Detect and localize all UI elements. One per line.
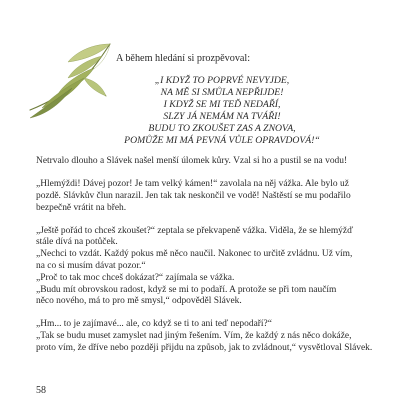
- paragraph: [36, 156, 382, 168]
- paragraph: [36, 179, 382, 214]
- poem: [96, 75, 348, 146]
- text-line: Netrvalo dlouho a Slávek našel menší úlomek kůry. Vzal si ho a pustil se na vodu!: [36, 156, 348, 166]
- text-line: na co si musím dávat pozor.“: [36, 260, 146, 271]
- poem-line: BUDU TO ZKOUŠET ZAS A ZNOVA,: [148, 122, 296, 134]
- text-line: proto vím, že dříve nebo později přijdu na způsob, jak to zvládnout,“ vysvětloval Slávek.: [36, 342, 373, 353]
- paragraph: [36, 319, 382, 354]
- poem-line: „I KDYŽ TO POPRVÉ NEVYJDE,: [154, 75, 290, 86]
- text-line: bezpečně vrátit na břeh.: [36, 202, 127, 213]
- poem-line: NA MĚ SI SMŮLA NEPŘIJDE!: [160, 86, 284, 98]
- text-line: „Hlemýždi! Dávej pozor! Je tam velký kámen!“ zavolala na něj vážka. Ale bylo už: [36, 178, 349, 189]
- paragraph: [36, 226, 382, 309]
- poem-line: SLZY JÁ NEMÁM NA TVÁŘI!: [163, 110, 281, 122]
- text-line: „Proč to tak moc chceš dokázat?“ zajímala se vážka.: [36, 272, 235, 283]
- text-line: „Hm... to je zajímavé... ale, co když se ti to ani teď nepodaří?“: [36, 319, 272, 330]
- text-line: „Nechci to vzdát. Každý pokus mě něco naučil. Nakonec to určitě zvládnu. Už vím,: [36, 249, 353, 260]
- text-line: „Budu mít obrovskou radost, když se mi to podaří. A protože se při tom naučím: [36, 284, 337, 295]
- intro-line: A během hledání si prozpěvoval:: [116, 53, 251, 64]
- text-line: „Tak se budu muset zamyslet nad jiným řešením. Vím, že každý z nás něco dokáže,: [36, 331, 352, 342]
- story-text: [36, 156, 382, 366]
- text-line: „Ještě pořád to chceš zkoušet?“ zeptala se překvapeně vážka. Viděla, že se hlemýžď: [36, 225, 354, 236]
- poem-line: POMŮŽE MI MÁ PEVNÁ VŮLE OPRAVDOVÁ!“: [124, 134, 320, 146]
- page-number: 58: [36, 385, 46, 396]
- text-line: něco nového, má to pro mě smysl,“ odpověděl Slávek.: [36, 296, 242, 307]
- poem-line: I KDYŽ SE MI TEĎ NEDAŘÍ,: [163, 98, 281, 110]
- text-line: stále dívá na potůček.: [36, 237, 118, 248]
- text-line: pozdě. Slávkův člun narazil. Jen tak tak neskončil ve vodě! Naštěstí se mu podařilo: [36, 190, 351, 201]
